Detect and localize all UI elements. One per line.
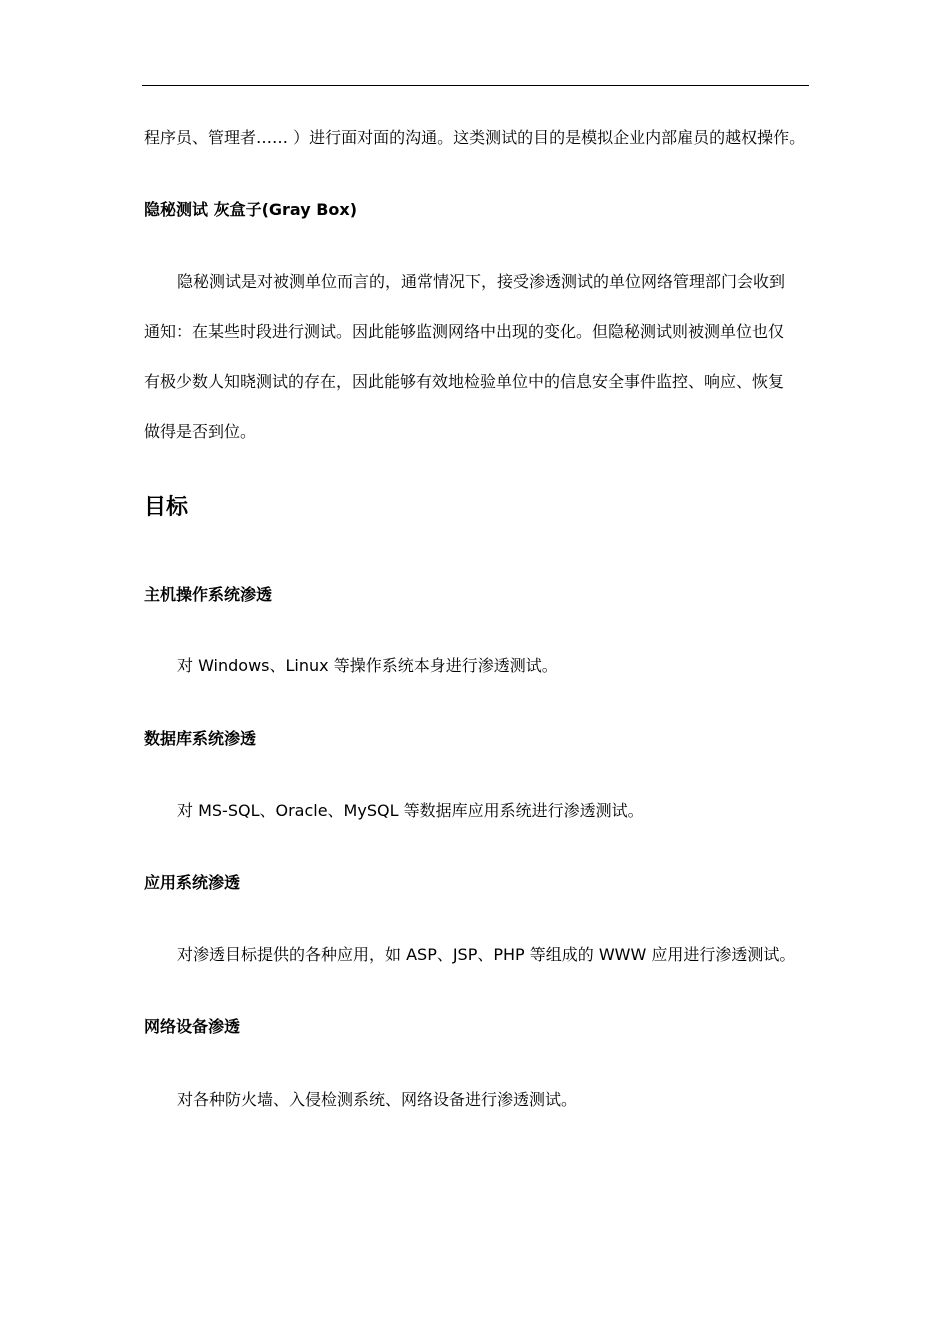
target-description: 对 Windows、Linux 等操作系统本身进行渗透测试。 — [177, 656, 558, 675]
target-title: 网络设备渗透 — [144, 1017, 241, 1036]
paragraph-line: 有极少数人知晓测试的存在，因此能够有效地检验单位中的信息安全事件监控、响应、恢复 — [144, 372, 785, 391]
target-title: 应用系统渗透 — [144, 873, 241, 892]
target-description: 对 MS-SQL、Oracle、MySQL 等数据库应用系统进行渗透测试。 — [177, 801, 644, 820]
target-title: 主机操作系统渗透 — [144, 585, 273, 604]
paragraph-line: 通知：在某些时段进行测试。因此能够监测网络中出现的变化。但隐秘测试则被测单位也仅 — [144, 322, 785, 341]
paragraph-line: 程序员、管理者…… ）进行面对面的沟通。这类测试的目的是模拟企业内部雇员的越权操作。 — [144, 128, 806, 147]
target-description: 对各种防火墙、入侵检测系统、网络设备进行渗透测试。 — [177, 1090, 578, 1109]
subheading-hidden-test: 隐秘测试 灰盒子(Gray Box) — [144, 200, 358, 219]
header-rule — [142, 85, 809, 86]
section-heading-targets: 目标 — [144, 495, 189, 520]
paragraph-line: 隐秘测试是对被测单位而言的，通常情况下，接受渗透测试的单位网络管理部门会收到 — [177, 272, 786, 291]
target-description: 对渗透目标提供的各种应用，如 ASP、JSP、PHP 等组成的 WWW 应用进行渗透测试。 — [177, 945, 796, 964]
paragraph-line: 做得是否到位。 — [144, 422, 257, 441]
target-title: 数据库系统渗透 — [144, 729, 257, 748]
